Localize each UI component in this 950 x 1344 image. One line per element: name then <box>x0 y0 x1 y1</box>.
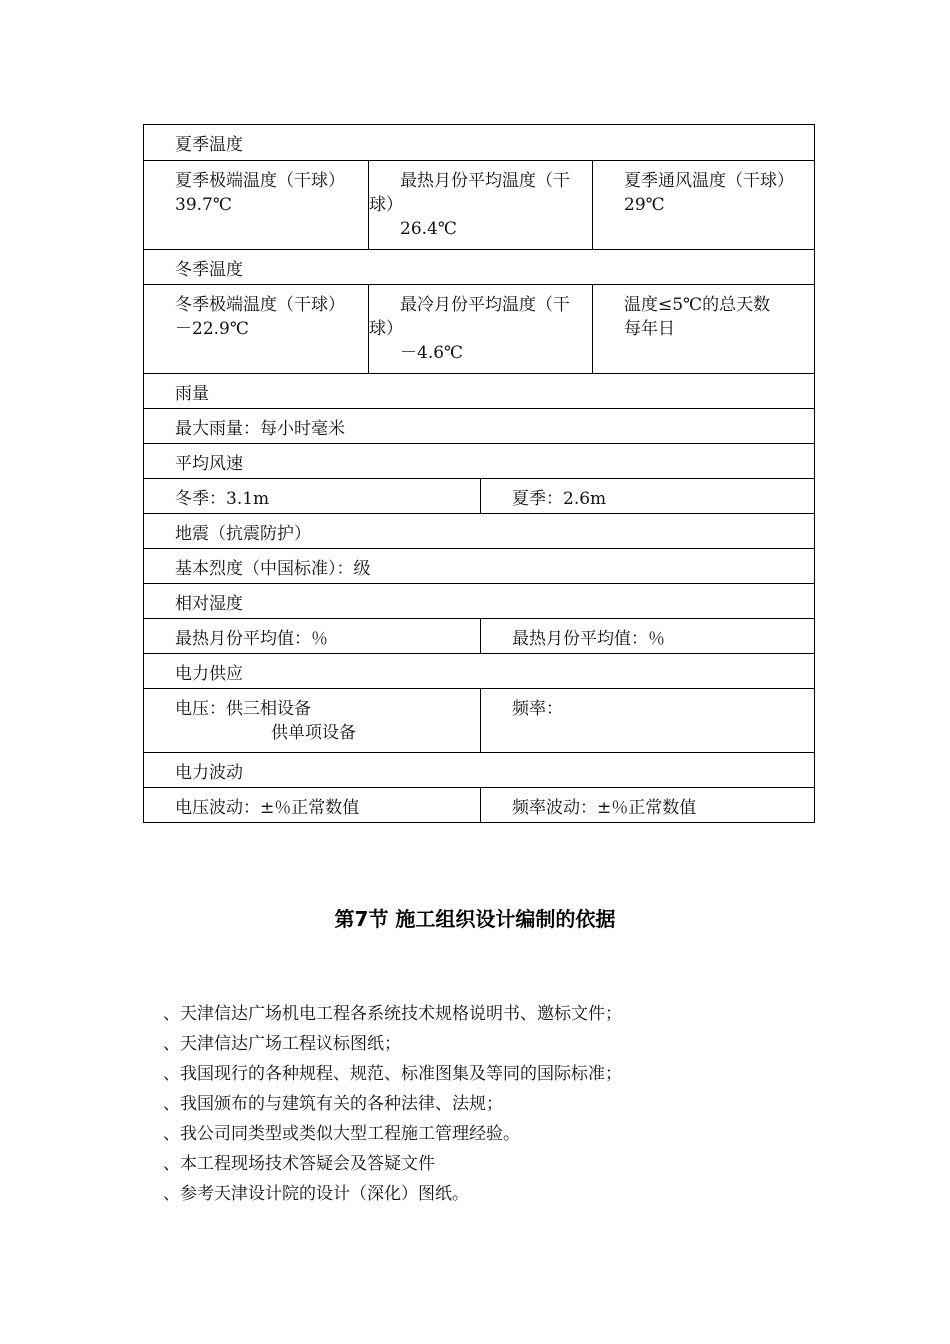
table-row <box>144 653 814 688</box>
table-row <box>144 618 814 653</box>
table-row <box>144 787 814 822</box>
summer-extreme-cell: 夏季极端温度（干球） 39.7℃ <box>175 171 345 215</box>
list-item: 、我国现行的各种规程、规范、标准图集及等同的国际标准； <box>163 1064 622 1084</box>
power-header: 电力供应 <box>175 664 243 684</box>
list-item: 、参考天津设计院的设计（深化）图纸。 <box>163 1184 469 1204</box>
power-frequency-cell: 频率： <box>480 689 814 752</box>
table-row <box>144 249 814 284</box>
table-row <box>144 548 814 583</box>
list-item: 、本工程现场技术答疑会及答疑文件 <box>163 1154 435 1174</box>
summer-ventilation-cell: 夏季通风温度（干球） 29℃ <box>592 161 814 249</box>
table-row <box>144 160 814 249</box>
table-row <box>144 443 814 478</box>
table-row <box>144 408 814 443</box>
table-row <box>144 752 814 787</box>
power-voltage-cell: 电压：供三相设备 供单项设备 <box>175 699 356 743</box>
wind-winter-cell: 冬季：3.1m <box>175 489 270 509</box>
rain-header: 雨量 <box>175 384 209 404</box>
coldest-month-avg-cell: 最冷月份平均温度（干 球） －4.6℃ <box>368 285 592 373</box>
table-row <box>144 373 814 408</box>
section-title: 第7节 施工组织设计编制的依据 <box>334 907 616 931</box>
list-item: 、我公司同类型或类似大型工程施工管理经验。 <box>163 1124 520 1144</box>
list-item: 、天津信达广场工程议标图纸； <box>163 1034 401 1054</box>
summer-temp-header: 夏季温度 <box>175 135 243 155</box>
quake-intensity-cell: 基本烈度（中国标准）：级 <box>175 559 371 579</box>
humidity-left-cell: 最热月份平均值：％ <box>175 629 328 649</box>
table-row <box>144 583 814 618</box>
table-row <box>144 478 814 513</box>
voltage-fluctuation-cell: 电压波动：±％正常数值 <box>175 798 360 818</box>
table-row <box>144 688 814 752</box>
climate-table <box>143 124 815 823</box>
rain-max-cell: 最大雨量：每小时毫米 <box>175 419 345 439</box>
list-item: 、我国颁布的与建筑有关的各种法律、法规； <box>163 1094 503 1114</box>
table-row <box>144 513 814 548</box>
humidity-header: 相对湿度 <box>175 594 243 614</box>
hottest-month-avg-cell: 最热月份平均温度（干 球） 26.4℃ <box>368 161 592 249</box>
list-item: 、天津信达广场机电工程各系统技术规格说明书、邀标文件； <box>163 1004 622 1024</box>
table-row <box>144 125 814 160</box>
winter-extreme-cell: 冬季极端温度（干球） －22.9℃ <box>175 295 345 339</box>
cold-days-cell: 温度≤5℃的总天数 每年日 <box>592 285 814 373</box>
wind-summer-cell: 夏季：2.6m <box>480 479 814 513</box>
quake-header: 地震（抗震防护） <box>175 524 311 544</box>
humidity-right-cell: 最热月份平均值：％ <box>480 619 814 653</box>
frequency-fluctuation-cell: 频率波动：±％正常数值 <box>480 788 814 822</box>
table-row <box>144 284 814 373</box>
basis-list <box>163 999 622 1209</box>
winter-temp-header: 冬季温度 <box>175 260 243 280</box>
wind-header: 平均风速 <box>175 454 243 474</box>
fluctuation-header: 电力波动 <box>175 763 243 783</box>
